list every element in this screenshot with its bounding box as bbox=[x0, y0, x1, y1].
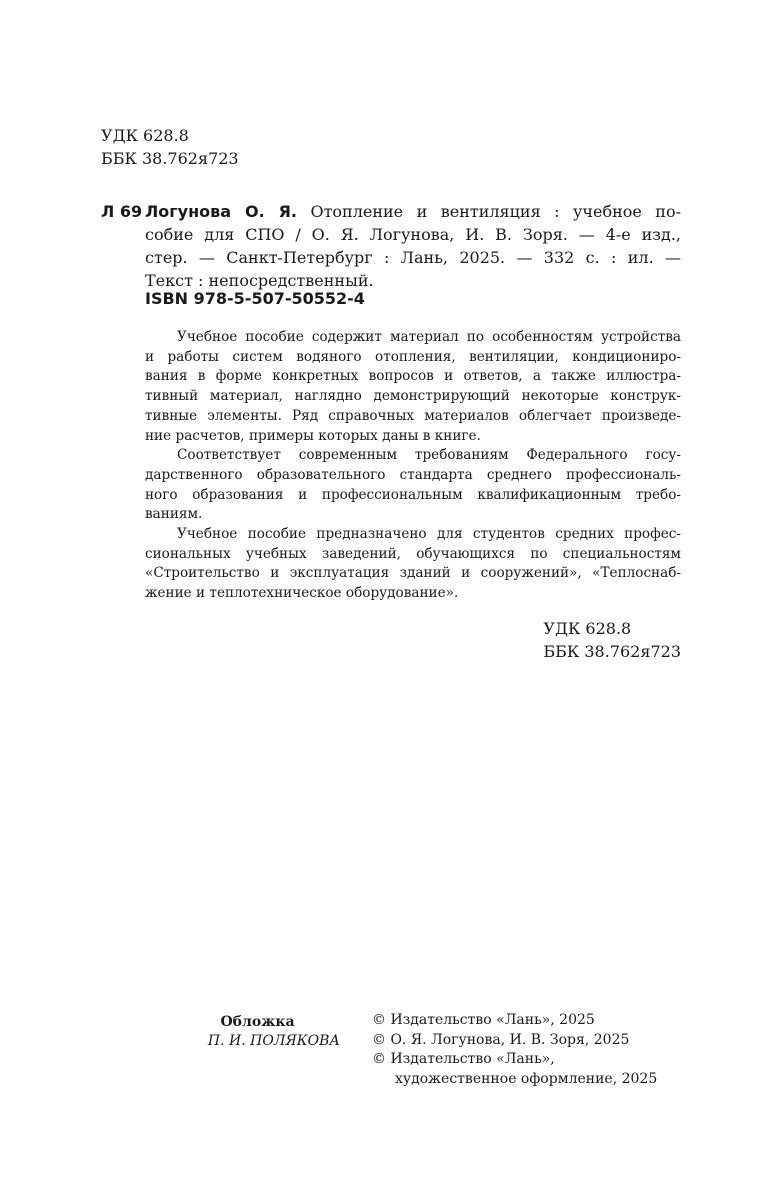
copyright-line: художественное оформление, 2025 bbox=[395, 1070, 658, 1087]
author-name: Логунова О. Я. bbox=[145, 202, 297, 221]
isbn: ISBN 978-5-507-50552-4 bbox=[145, 289, 365, 308]
bibliographic-description bbox=[145, 200, 681, 292]
bbk-code: ББК 38.762я723 bbox=[101, 149, 239, 168]
abstract-line: ного образования и профессиональным квалификационным требо- bbox=[145, 486, 681, 503]
udk-code: УДК 628.8 bbox=[101, 126, 189, 145]
udk-code: УДК 628.8 bbox=[543, 619, 632, 638]
abstract-paragraph bbox=[145, 328, 681, 446]
author-mark: Л 69 bbox=[101, 202, 143, 221]
abstract-line: «Строительство и эксплуатация зданий и сооружений», «Теплоснаб- bbox=[145, 565, 681, 582]
cover-credit bbox=[175, 1013, 340, 1051]
abstract-line: дарственного образовательного стандарта среднего профессиональ- bbox=[145, 466, 681, 483]
abstract-line: вания в форме конкретных вопросов и ответов, а также иллюстра- bbox=[145, 368, 681, 385]
abstract-line: ваниям. bbox=[145, 506, 203, 523]
biblio-line: собие для СПО / О. Я. Логунова, И. В. Зоря. — 4-е изд., bbox=[145, 225, 681, 244]
abstract-paragraph bbox=[145, 446, 681, 525]
abstract-line: ние расчетов, примеры которых даны в книге. bbox=[145, 427, 481, 444]
biblio-line: стер. — Санкт-Петербург : Лань, 2025. — 332 с. : ил. — bbox=[145, 248, 681, 267]
abstract-line: жение и теплотехническое оборудование». bbox=[145, 585, 459, 602]
abstract-line: сиональных учебных заведений, обучающихся по специальностям bbox=[145, 545, 681, 562]
abstract-line: Учебное пособие предназначено для студентов средних профес- bbox=[177, 526, 681, 543]
biblio-line: Текст : непосредственный. bbox=[145, 271, 374, 290]
cover-designer: П. И. ПОЛЯКОВА bbox=[207, 1033, 340, 1049]
biblio-line: Логунова О. Я. Отопление и вентиляция : учебное по- bbox=[145, 202, 681, 221]
classification-codes-top bbox=[101, 124, 239, 170]
abstract-line: Соответствует современным требованиям Федерального госу- bbox=[177, 447, 681, 464]
copyright-block bbox=[372, 1011, 657, 1089]
cover-label: Обложка bbox=[220, 1014, 295, 1030]
abstract-paragraph bbox=[145, 525, 681, 604]
abstract bbox=[145, 328, 681, 604]
abstract-line: и работы систем водяного отопления, вентиляции, кондициониро- bbox=[145, 348, 681, 365]
abstract-line: тивный материал, наглядно демонстрирующий некоторые конструк- bbox=[145, 388, 681, 405]
copyright-line: © Издательство «Лань», bbox=[372, 1051, 555, 1067]
bbk-code: ББК 38.762я723 bbox=[543, 642, 681, 661]
copyright-line: © Издательство «Лань», 2025 bbox=[372, 1012, 595, 1028]
classification-codes-bottom bbox=[543, 617, 681, 663]
abstract-line: тивные элементы. Ряд справочных материалов облегчает произведе- bbox=[145, 407, 681, 424]
abstract-line: Учебное пособие содержит материал по особенностям устройства bbox=[177, 329, 681, 345]
copyright-line: © О. Я. Логунова, И. В. Зоря, 2025 bbox=[372, 1031, 630, 1048]
